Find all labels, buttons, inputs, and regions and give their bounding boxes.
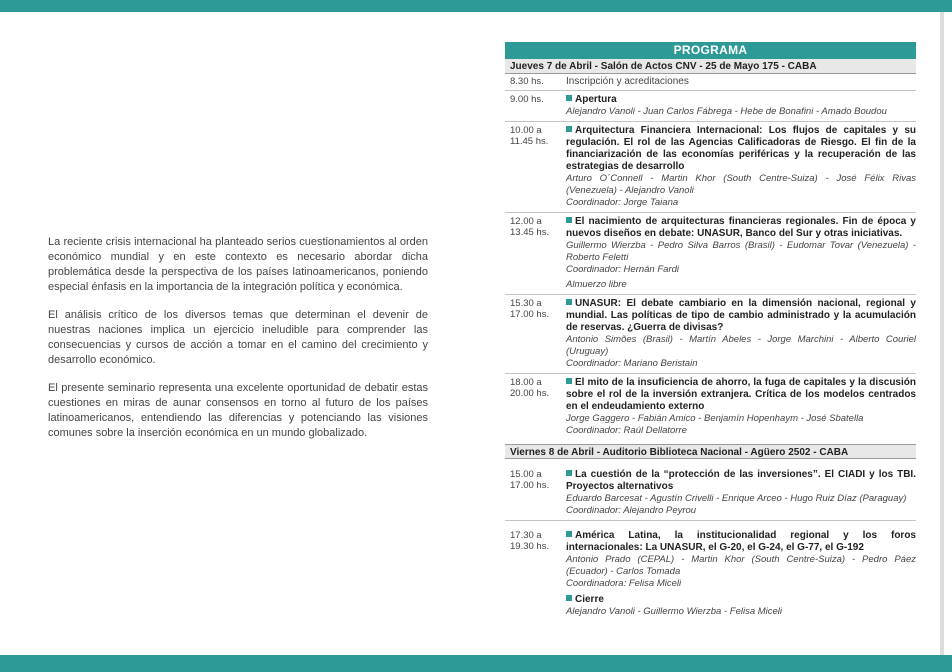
bottom-color-band xyxy=(0,655,952,672)
session-america-latina xyxy=(505,521,916,593)
session-speakers: Antonio Simões (Brasil) - Martín Abeles - Jorge Marchini - Alberto Couriel (Uruguay) xyxy=(566,334,916,357)
session-title: UNASUR: El debate cambiario en la dimensión nacional, regional y mundial. Las políticas de tipo de cambio administrado y la acumulación de reservas. ¿Guerra de divisas? xyxy=(566,298,916,333)
session-mito xyxy=(505,374,916,440)
session-time: 15.30 a 17.00 hs. xyxy=(510,298,550,320)
session-speakers: Jorge Gaggero - Fabián Amico - Benjamín Hopenhaym - José Sbatella xyxy=(566,413,864,424)
session-time: 15.00 a 17.00 hs. xyxy=(510,469,550,491)
bullet-square-icon xyxy=(566,299,572,305)
session-proteccion xyxy=(505,459,916,521)
intro-paragraph: La reciente crisis internacional ha planteado serios cuestionamientos al orden económico mundial y en este contexto es necesario abordar dicha problemática desde la perspectiva de los países latinoamericanos, poniendo especial énfasis en la importancia de la integración política y económica. xyxy=(48,236,428,293)
top-color-band xyxy=(0,0,952,12)
session-time: 8.30 hs. xyxy=(510,76,544,87)
day2-heading: Viernes 8 de Abril - Auditorio Biblioteca Nacional - Agüero 2502 - CABA xyxy=(505,444,916,459)
session-inscripcion xyxy=(505,74,916,91)
session-coordinator: Coordinador: Alejandro Peyrou xyxy=(566,505,697,516)
intro-text xyxy=(48,235,428,454)
session-arquitectura xyxy=(505,122,916,213)
bullet-square-icon xyxy=(566,470,572,476)
session-time: 18.00 a 20.00 hs. xyxy=(510,377,550,399)
bullet-square-icon xyxy=(566,531,572,537)
bullet-square-icon xyxy=(566,595,572,601)
programa-panel xyxy=(505,42,916,621)
session-title: Arquitectura Financiera Internacional: Los flujos de capitales y su regulación. El rol de las Agencias Calificadoras de Riesgo. El fin de la financiarización de las economías periféricas y la recuperación de las estrategias de desarrollo xyxy=(566,125,916,172)
session-cierre xyxy=(505,593,916,621)
session-coordinator: Coordinador: Jorge Taiana xyxy=(566,197,679,208)
session-title: La cuestión de la “protección de las inversiones”. El CIADI y los TBI. Proyectos alternativos xyxy=(566,469,916,492)
session-time: 12.00 a 13.45 hs. xyxy=(510,216,550,238)
bullet-square-icon xyxy=(566,217,572,223)
session-coordinator: Coordinadora: Felisa Miceli xyxy=(566,578,682,589)
programa-title: PROGRAMA xyxy=(505,42,916,59)
session-title: El mito de la insuficiencia de ahorro, la fuga de capitales y la discusión sobre el rol de la inversión extranjera. Crítica de los modelos centrados en el endeudamiento externo xyxy=(566,377,916,412)
bullet-square-icon xyxy=(566,126,572,132)
session-speakers: Alejandro Vanoli - Juan Carlos Fábrega - Hebe de Bonafini - Amado Boudou xyxy=(566,106,887,117)
session-title: América Latina, la institucionalidad regional y los foros internacionales: La UNASUR, el G-20, el G-24, el G-77, el G-192 xyxy=(566,530,916,553)
session-unasur xyxy=(505,295,916,374)
page-edge xyxy=(940,12,944,655)
session-title: El nacimiento de arquitecturas financieras regionales. Fin de época y nuevos diseños en debate: UNASUR, Banco del Sur y otras iniciativas. xyxy=(566,216,916,239)
session-title: Inscripción y acreditaciones xyxy=(566,76,689,87)
lunch-note: Almuerzo libre xyxy=(566,279,627,290)
session-speakers: Alejandro Vanoli - Guillermo Wierzba - Felisa Miceli xyxy=(566,606,783,617)
session-coordinator: Coordinador: Mariano Beristain xyxy=(566,358,698,369)
intro-paragraph: El análisis crítico de los diversos temas que determinan el devenir de nuestras naciones implica un ejercicio ineludible para comprender las consecuencias y cursos de acción a tomar en el camino del crecimiento y desarrollo económico. xyxy=(48,309,428,366)
session-title: Apertura xyxy=(575,94,617,105)
session-time: 10.00 a 11.45 hs. xyxy=(510,125,549,147)
session-title: Cierre xyxy=(575,594,604,605)
session-speakers: Antonio Prado (CEPAL) - Martin Khor (South Centre-Suiza) - Pedro Páez (Ecuador) - Carlos Tomada xyxy=(566,554,916,577)
day1-heading: Jueves 7 de Abril - Salón de Actos CNV - 25 de Mayo 175 - CABA xyxy=(505,59,916,74)
bullet-square-icon xyxy=(566,378,572,384)
session-coordinator: Coordinador: Hernán Fardi xyxy=(566,264,680,275)
session-speakers: Arturo O´Connell - Martin Khor (South Centre-Suiza) - José Félix Rivas (Venezuela) - Alejandro Vanoli xyxy=(566,173,916,196)
session-time: 17.30 a 19.30 hs. xyxy=(510,530,550,552)
session-speakers: Eduardo Barcesat - Agustín Crivelli - Enrique Arceo - Hugo Ruiz Díaz (Paraguay) xyxy=(566,493,907,504)
session-speakers: Guillermo Wierzba - Pedro Silva Barros (Brasil) - Eudomar Tovar (Venezuela) - Roberto Feletti xyxy=(566,240,916,263)
session-coordinator: Coordinador: Raúl Dellatorre xyxy=(566,425,687,436)
bullet-square-icon xyxy=(566,95,572,101)
intro-paragraph: El presente seminario representa una excelente oportunidad de debatir estas cuestiones en miras de aunar consensos en torno al futuro de los países latinoamericanos, entendiendo las diferencias y potenciando las visiones comunes sobre la inserción económica en un mundo globalizado. xyxy=(48,382,428,439)
session-time: 9.00 hs. xyxy=(510,94,544,105)
session-apertura xyxy=(505,91,916,122)
session-nacimiento xyxy=(505,213,916,295)
